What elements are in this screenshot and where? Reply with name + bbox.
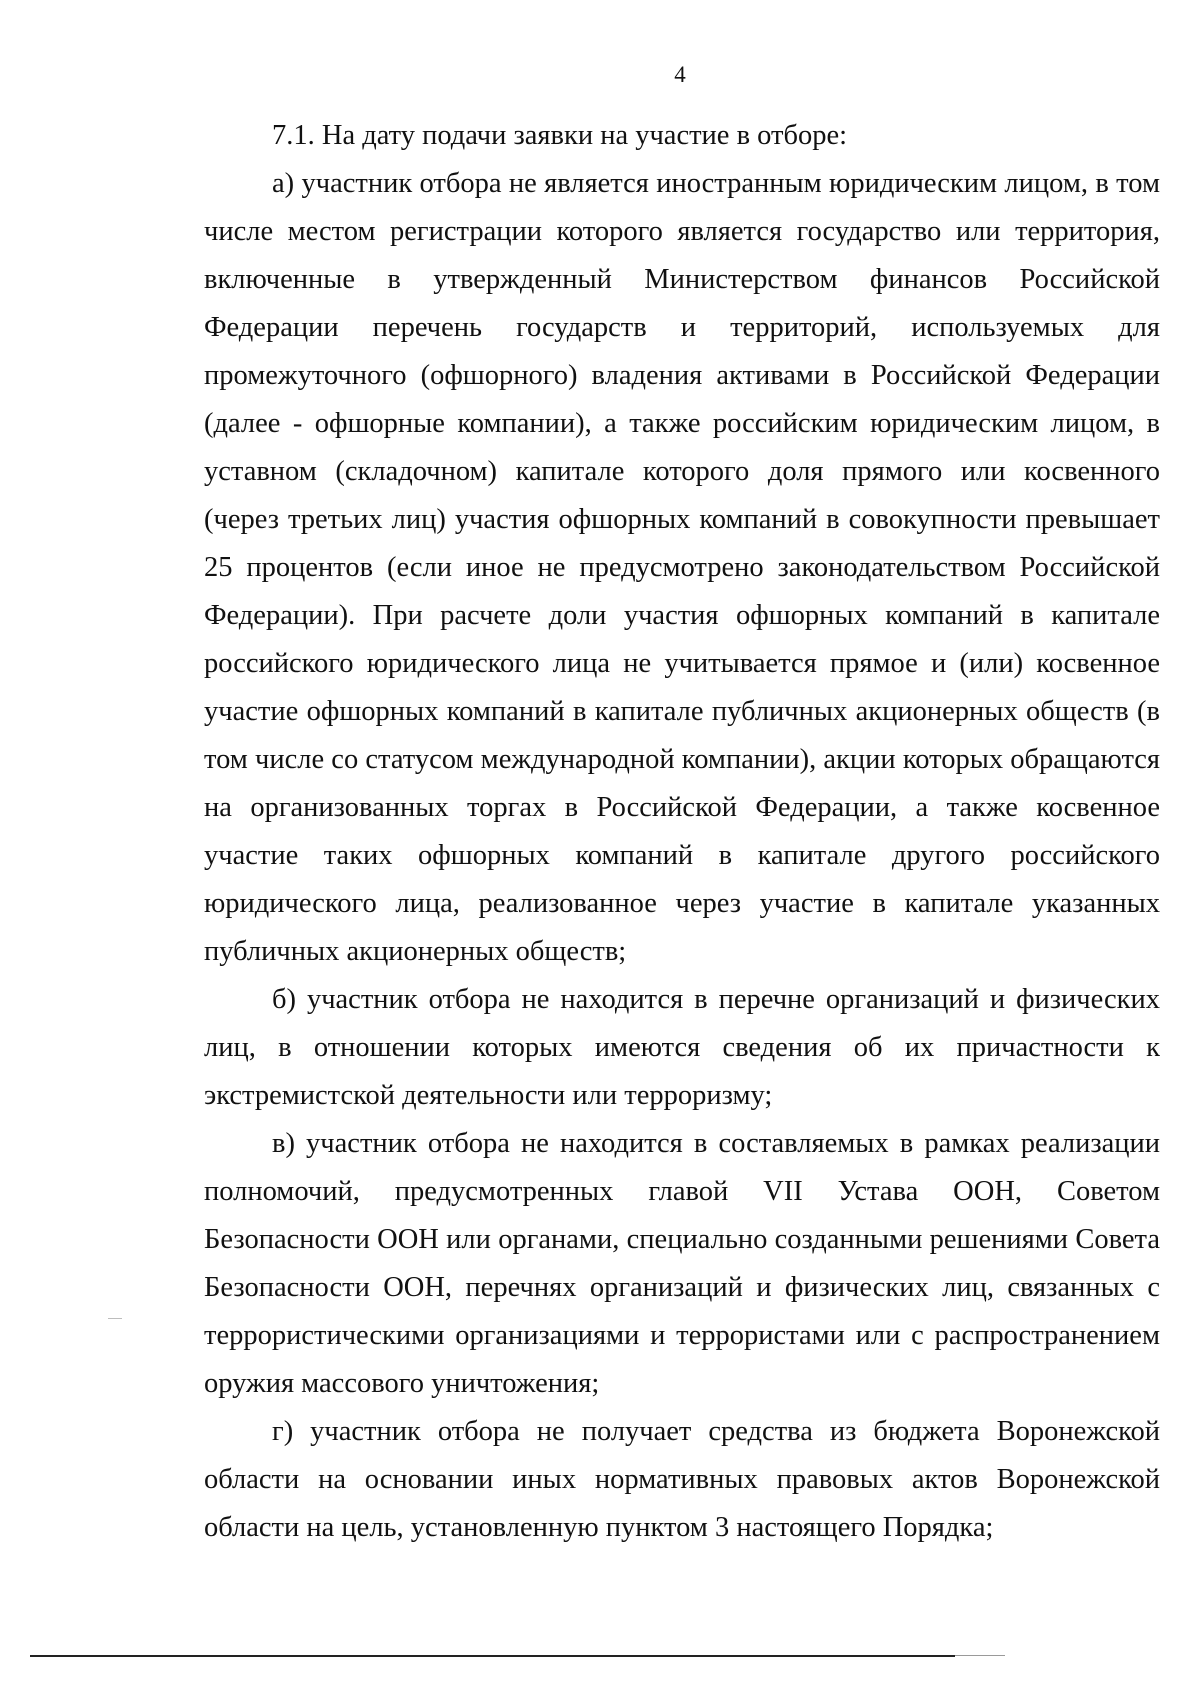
page-number: 4 — [674, 62, 686, 87]
scan-bottom-line — [30, 1655, 955, 1657]
section-heading: 7.1. На дату подачи заявки на участие в отборе: — [272, 120, 848, 151]
paragraph-g: г) участник отбора не получает средства из бюджета Воронежской области на основании иных нормативных правовых актов Воронежской области на цель, установленную пунктом 3 настоящего Порядка; — [204, 1416, 1160, 1543]
scan-margin-mark — [108, 1318, 122, 1319]
paragraph-v: в) участник отбора не находится в составляемых в рамках реализации полномочий, предусмотренных главой VII Устава ООН, Советом Безопасности ООН или органами, специально созданными решениями Совета Безопасности ООН, перечнях организаций и физических лиц, связанных с террористическими организациями и террористами или с распространением оружия массового уничтожения; — [204, 1128, 1160, 1399]
document-body — [204, 112, 1160, 1552]
paragraph-b: б) участник отбора не находится в перечне организаций и физических лиц, в отношении которых имеются сведения об их причастности к экстремистской деятельности или терроризму; — [204, 984, 1160, 1111]
paragraph-a: а) участник отбора не является иностранным юридическим лицом, в том числе местом регистрации которого является государство или территория, включенные в утвержденный Министерством финансов Российской Федерации перечень государств и территорий, используемых для промежуточного (офшорного) владения активами в Российской Федерации (далее - офшорные компании), а также российским юридическим лицом, в уставном (складочном) капитале которого доля прямого или косвенного (через третьих лиц) участия офшорных компаний в совокупности превышает 25 процентов (если иное не предусмотрено законодательством Российской Федерации). При расчете доли участия офшорных компаний в капитале российского юридического лица не учитывается прямое и (или) косвенное участие офшорных компаний в капитале публичных акционерных обществ (в том числе со статусом международной компании), акции которых обращаются на организованных торгах в Российской Федерации, а также косвенное участие таких офшорных компаний в капитале другого российского юридического лица, реализованное через участие в капитале указанных публичных акционерных обществ; — [204, 168, 1160, 967]
scan-bottom-line-faint — [955, 1655, 1005, 1656]
